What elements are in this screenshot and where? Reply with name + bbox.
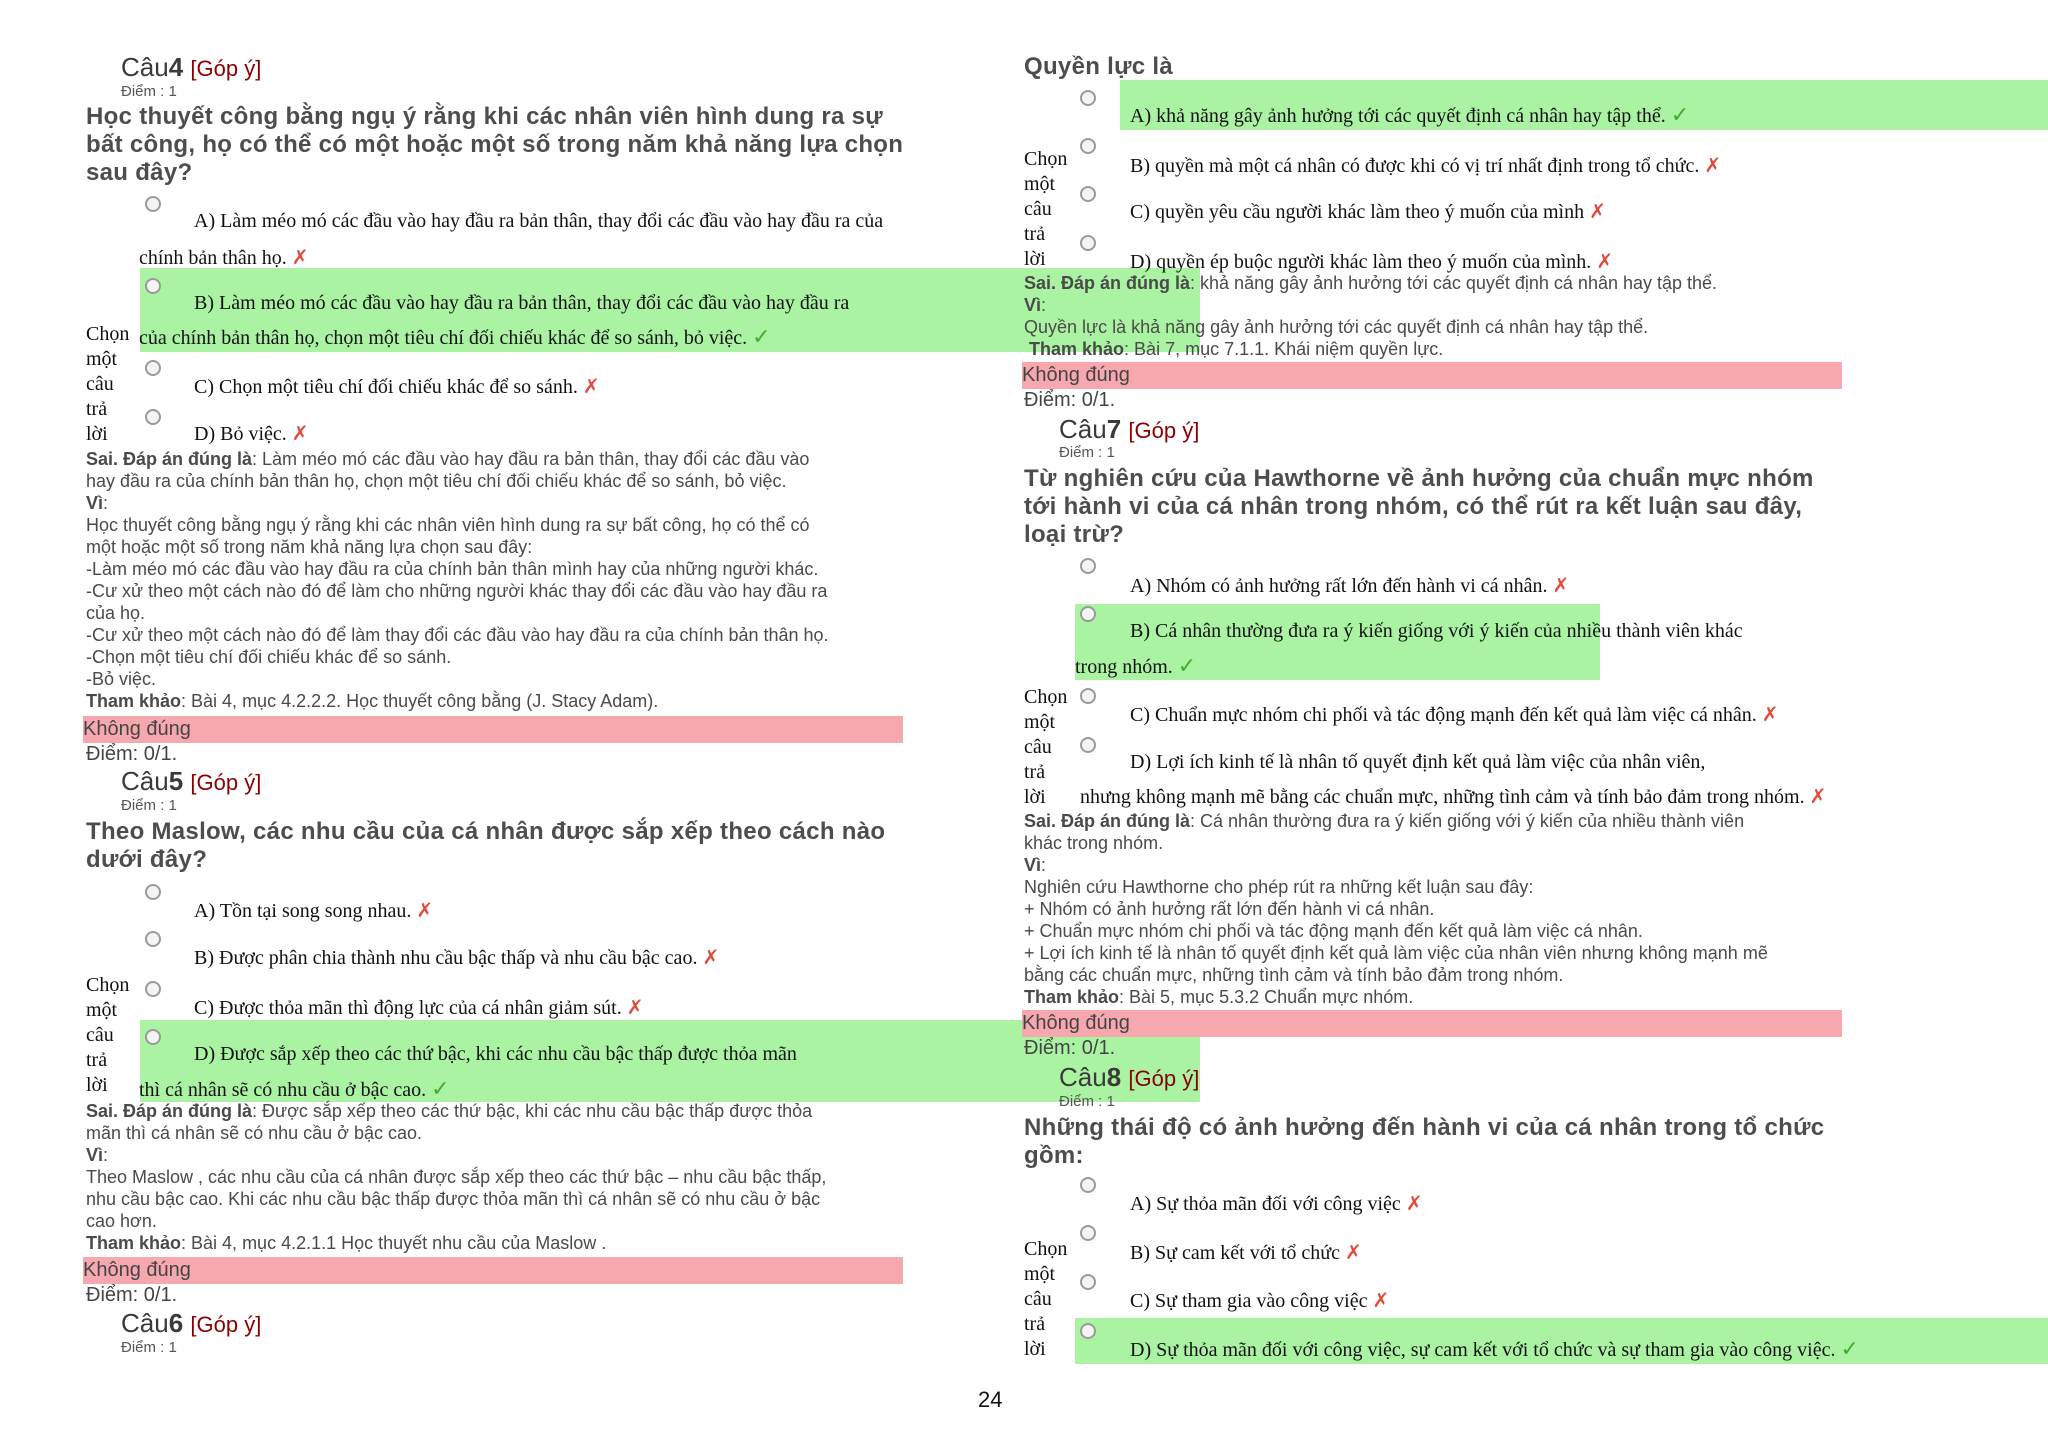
question-label: Câu bbox=[1059, 1062, 1107, 1092]
correct-mark-icon: ✓ bbox=[1840, 1337, 1859, 1362]
radio-option-c[interactable] bbox=[1080, 1274, 1096, 1290]
radio-option-b[interactable] bbox=[1080, 606, 1096, 622]
chon-line: Chọn bbox=[86, 974, 130, 996]
reference-label: Tham khảo bbox=[1024, 987, 1120, 1007]
stem-line: loại trừ? bbox=[1024, 521, 1125, 548]
option-text: B) quyền mà một cá nhân có được khi có vị trí nhất định trong tổ chức. bbox=[1130, 155, 1700, 177]
option-text: B) Được phân chia thành nhu cầu bậc thấp và nhu cầu bậc cao. bbox=[194, 947, 698, 969]
chon-line: một bbox=[1024, 711, 1056, 733]
chon-line: lời bbox=[1024, 248, 1046, 270]
option-text: chính bản thân họ. bbox=[139, 247, 287, 269]
chon-line: một bbox=[86, 999, 118, 1021]
chon-line: lời bbox=[86, 1074, 108, 1096]
chon-line: một bbox=[1024, 1263, 1056, 1285]
stem-line: bất công, họ có thể có một hoặc một số trong năm khả năng lựa chọn bbox=[86, 131, 904, 158]
wrong-mark-icon: ✗ bbox=[1552, 573, 1570, 597]
q7-stem bbox=[1024, 465, 1864, 549]
question-label: Câu bbox=[121, 766, 169, 796]
stem-line: gồm: bbox=[1024, 1142, 1084, 1169]
q4-points: Điểm : 1 bbox=[121, 83, 177, 100]
reason-label: Vì bbox=[86, 1145, 104, 1165]
chon-line: trả bbox=[1024, 761, 1046, 783]
wrong-mark-icon: ✗ bbox=[582, 374, 600, 398]
chon-line: câu bbox=[1024, 198, 1052, 220]
option-text: thì cá nhân sẽ có nhu cầu ở bậc cao. bbox=[139, 1079, 427, 1101]
wrong-mark-icon: ✗ bbox=[1405, 1191, 1423, 1215]
question-number: 6 bbox=[168, 1308, 184, 1338]
wrong-mark-icon: ✗ bbox=[1345, 1240, 1362, 1264]
option-d-text bbox=[1130, 249, 1613, 274]
reference-text: : Bài 4, mục 4.2.1.1 Học thuyết nhu cầu của Maslow . bbox=[181, 1233, 607, 1253]
correct-mark-icon: ✓ bbox=[431, 1077, 450, 1102]
question-number: 7 bbox=[1106, 414, 1122, 444]
correct-mark-icon: ✓ bbox=[752, 325, 771, 350]
page-number: 24 bbox=[978, 1387, 1003, 1412]
wrong-label: Sai. Đáp án đúng là bbox=[1024, 273, 1191, 293]
wrong-label: Sai. Đáp án đúng là bbox=[86, 1101, 253, 1121]
radio-option-b[interactable] bbox=[1080, 1225, 1096, 1241]
option-c-text bbox=[1130, 1288, 1389, 1313]
radio-option-d[interactable] bbox=[145, 1029, 161, 1045]
option-text: C) Chọn một tiêu chí đối chiếu khác để so sánh. bbox=[194, 376, 578, 398]
reason-label: Vì bbox=[86, 493, 104, 513]
reference-label: Tham khảo bbox=[86, 1233, 182, 1253]
question-number: 4 bbox=[168, 52, 184, 82]
radio-option-b[interactable] bbox=[145, 931, 161, 947]
choose-one-label bbox=[1024, 147, 1067, 272]
q8-stem bbox=[1024, 1114, 1864, 1170]
reason-line: -Cư xử theo một cách nào đó để làm thay đổi các đầu vào hay đầu ra của chính bản thân họ. bbox=[86, 625, 829, 645]
reason-line: của họ. bbox=[86, 603, 146, 623]
radio-option-c[interactable] bbox=[1080, 186, 1096, 202]
chon-line: Chọn bbox=[1024, 686, 1068, 708]
correct-mark-icon: ✓ bbox=[1670, 103, 1690, 128]
q5-explanation: Sai. Đáp án đúng là: Được sắp xếp theo các thứ bậc, khi các nhu cầu bậc thấp được thỏa mãn thì cá nhân sẽ có nhu cầu ở bậc cao. Vì: Theo Maslow , các nhu cầu của cá nhân được sắp xếp theo các thứ bậc – nhu cầu bậc thấp, nhu cầu bậc cao. Khi các nhu cầu bậc thấp được thỏa mãn thì cá nhân sẽ có nhu cầu ở bậc cao hơn. Tham khảo: Bài 4, mục 4.2.1.1 Học thuyết nhu cầu của Maslow . bbox=[86, 1100, 916, 1254]
reference-label: Tham khảo bbox=[86, 691, 182, 711]
radio-option-a[interactable] bbox=[145, 196, 161, 212]
option-text: C) quyền yêu cầu người khác làm theo ý muốn của mình bbox=[1130, 201, 1585, 223]
stem-line: sau đây? bbox=[86, 159, 193, 186]
result-score: Điểm: 0/1. bbox=[1024, 1037, 1116, 1059]
stem-line: Học thuyết công bằng ngụ ý rằng khi các nhân viên hình dung ra sự bbox=[86, 103, 883, 130]
correct-answer-text: : Làm méo mó các đầu vào hay đầu ra bản thân, thay đổi các đầu vào bbox=[252, 449, 810, 469]
radio-option-c[interactable] bbox=[145, 981, 161, 997]
feedback-link[interactable]: [Góp ý] bbox=[1128, 418, 1200, 443]
q4-explanation: Sai. Đáp án đúng là: Làm méo mó các đầu vào hay đầu ra bản thân, thay đổi các đầu vào hay đầu ra của chính bản thân họ, chọn một tiêu chí đối chiếu khác để so sánh, bỏ việc. Vì: Học thuyết công bằng ngụ ý rằng khi các nhân viên hình dung ra sự bất công, họ có thể có một hoặc một số trong năm khả năng lựa chọn sau đây: -Làm méo mó các đầu vào hay đầu ra của chính bản thân mình hay của những người khác. -Cư xử theo một cách nào đó để làm cho những người khác thay đổi các đầu vào hay đầu ra của họ. -Cư xử theo một cách nào đó để làm thay đổi các đầu vào hay đầu ra của chính bản thân họ. -Chọn một tiêu chí đối chiếu khác để so sánh. -Bỏ việc. Tham khảo: Bài 4, mục 4.2.2.2. Học thuyết công bằng (J. Stacy Adam). bbox=[86, 448, 916, 712]
option-text: D) quyền ép buộc người khác làm theo ý muốn của mình. bbox=[1130, 251, 1592, 273]
chon-line: Chọn bbox=[1024, 148, 1068, 170]
q5-points: Điểm : 1 bbox=[121, 797, 177, 814]
wrong-mark-icon: ✗ bbox=[1372, 1288, 1390, 1312]
chon-line: trả bbox=[1024, 1313, 1046, 1335]
option-b-text bbox=[1130, 1240, 1362, 1265]
option-d-text bbox=[1130, 1337, 1859, 1362]
wrong-mark-icon: ✗ bbox=[1761, 702, 1779, 726]
radio-option-a[interactable] bbox=[145, 884, 161, 900]
wrong-label: Sai. Đáp án đúng là bbox=[1024, 811, 1191, 831]
wrong-mark-icon: ✗ bbox=[291, 245, 309, 269]
result-score: Điểm: 0/1. bbox=[1024, 389, 1116, 411]
choose-one-label bbox=[86, 322, 129, 447]
chon-line: trả bbox=[1024, 223, 1046, 245]
reason-line: bằng các chuẩn mực, những tình cảm và tính bảo đảm trong nhóm. bbox=[1024, 965, 1564, 985]
radio-option-a[interactable] bbox=[1080, 1177, 1096, 1193]
feedback-link[interactable]: [Góp ý] bbox=[190, 770, 262, 795]
reference-text: : Bài 5, mục 5.3.2 Chuẩn mực nhóm. bbox=[1119, 987, 1414, 1007]
correct-answer-text: hay đầu ra của chính bản thân họ, chọn một tiêu chí đối chiếu khác để so sánh, bỏ việc. bbox=[86, 471, 787, 491]
option-b-text: B) Cá nhân thường đưa ra ý kiến giống với ý kiến của nhiều thành viên khác bbox=[1130, 620, 1743, 642]
option-b-text: B) Làm méo mó các đầu vào hay đầu ra bản thân, thay đổi các đầu vào hay đầu ra bbox=[194, 292, 850, 314]
feedback-link[interactable]: [Góp ý] bbox=[1128, 1066, 1200, 1091]
correct-answer-text: khác trong nhóm. bbox=[1024, 833, 1164, 853]
option-c-text bbox=[1130, 702, 1779, 727]
chon-line: trả bbox=[86, 398, 108, 420]
option-text: C) Sự tham gia vào công việc bbox=[1130, 1290, 1368, 1312]
reason-line: -Chọn một tiêu chí đối chiếu khác để so sánh. bbox=[86, 647, 452, 667]
result-status: Không đúng bbox=[83, 1257, 903, 1284]
q5-stem bbox=[86, 818, 916, 874]
result-score: Điểm: 0/1. bbox=[86, 1284, 178, 1306]
reason-line: -Làm méo mó các đầu vào hay đầu ra của chính bản thân mình hay của những người khác. bbox=[86, 559, 819, 579]
stem-line: Theo Maslow, các nhu cầu của cá nhân được sắp xếp theo cách nào bbox=[86, 818, 886, 845]
q6-points: Điểm : 1 bbox=[121, 1339, 177, 1356]
question-label: Câu bbox=[1059, 414, 1107, 444]
chon-line: lời bbox=[86, 423, 108, 445]
chon-line: câu bbox=[1024, 1288, 1052, 1310]
option-text: trong nhóm. bbox=[1075, 656, 1173, 678]
option-text: D) Sự thỏa mãn đối với công việc, sự cam kết với tổ chức và sự tham gia vào công việc. bbox=[1130, 1339, 1836, 1361]
option-d-text: D) Lợi ích kinh tế là nhân tố quyết định kết quả làm việc của nhân viên, bbox=[1130, 751, 1706, 773]
chon-line: câu bbox=[86, 373, 114, 395]
wrong-mark-icon: ✗ bbox=[1809, 784, 1827, 808]
result-status: Không đúng bbox=[1022, 1010, 1842, 1037]
q4-stem bbox=[86, 103, 916, 187]
option-text: C) Chuẩn mực nhóm chi phối và tác động mạnh đến kết quả làm việc cá nhân. bbox=[1130, 704, 1757, 726]
reason-line: + Lợi ích kinh tế là nhân tố quyết định kết quả làm việc của nhân viên nhưng không mạnh mẽ bbox=[1024, 943, 1768, 963]
choose-one-label bbox=[1024, 685, 1067, 810]
option-c-text bbox=[1130, 199, 1606, 224]
reference-text: : Bài 4, mục 4.2.2.2. Học thuyết công bằng (J. Stacy Adam). bbox=[181, 691, 659, 711]
reason-label: Vì bbox=[1024, 295, 1042, 315]
correct-answer-text: : khả năng gây ảnh hưởng tới các quyết định cá nhân hay tập thể. bbox=[1190, 273, 1718, 293]
reference-label: Tham khảo bbox=[1029, 339, 1125, 359]
reason-line: Theo Maslow , các nhu cầu của cá nhân được sắp xếp theo các thứ bậc – nhu cầu bậc thấp, bbox=[86, 1167, 827, 1187]
wrong-label: Sai. Đáp án đúng là bbox=[86, 449, 253, 469]
radio-option-b[interactable] bbox=[1080, 138, 1096, 154]
question-number: 8 bbox=[1106, 1062, 1122, 1092]
correct-answer-text: mãn thì cá nhân sẽ có nhu cầu ở bậc cao. bbox=[86, 1123, 423, 1143]
reference-text: : Bài 7, mục 7.1.1. Khái niệm quyền lực. bbox=[1124, 339, 1444, 359]
q6-stem: Quyền lực là bbox=[1024, 53, 1174, 80]
q8-heading bbox=[1059, 1062, 1199, 1093]
correct-mark-icon: ✓ bbox=[1177, 654, 1197, 679]
reason-line: Học thuyết công bằng ngụ ý rằng khi các nhân viên hình dung ra sự bất công, họ có thể có bbox=[86, 515, 810, 535]
radio-option-d[interactable] bbox=[145, 409, 161, 425]
option-a-text bbox=[1130, 103, 1689, 128]
chon-line: câu bbox=[86, 1024, 114, 1046]
question-label: Câu bbox=[121, 1308, 169, 1338]
radio-option-d[interactable] bbox=[1080, 737, 1096, 753]
q8-points: Điểm : 1 bbox=[1059, 1093, 1115, 1110]
option-text: C) Được thỏa mãn thì động lực của cá nhân giảm sút. bbox=[194, 997, 622, 1019]
result-score: Điểm: 0/1. bbox=[86, 743, 178, 765]
radio-option-a[interactable] bbox=[1080, 558, 1096, 574]
question-label: Câu bbox=[121, 52, 169, 82]
radio-option-c[interactable] bbox=[1080, 688, 1096, 704]
correct-answer-text: : Cá nhân thường đưa ra ý kiến giống với ý kiến của nhiều thành viên bbox=[1190, 811, 1745, 831]
question-number: 5 bbox=[168, 766, 184, 796]
chon-line: một bbox=[86, 348, 118, 370]
wrong-mark-icon: ✗ bbox=[416, 898, 434, 922]
feedback-link[interactable]: [Góp ý] bbox=[190, 56, 262, 81]
result-status: Không đúng bbox=[1022, 362, 1842, 389]
reason-line: nhu cầu bậc cao. Khi các nhu cầu bậc thấp được thỏa mãn thì cá nhân sẽ có nhu cầu ở bậc bbox=[86, 1189, 821, 1209]
chon-line: lời bbox=[1024, 786, 1046, 808]
stem-line: tới hành vi của cá nhân trong nhóm, có thể rút ra kết luận sau đây, bbox=[1024, 493, 1803, 520]
correct-answer-text: : Được sắp xếp theo các thứ bậc, khi các nhu cầu bậc thấp được thỏa bbox=[252, 1101, 813, 1121]
option-b-text bbox=[194, 945, 719, 970]
result-status: Không đúng bbox=[83, 716, 903, 743]
choose-one-label bbox=[1024, 1237, 1067, 1362]
reason-line: Nghiên cứu Hawthorne cho phép rút ra những kết luận sau đây: bbox=[1024, 877, 1534, 897]
option-text: A) khả năng gây ảnh hưởng tới các quyết định cá nhân hay tập thể. bbox=[1130, 105, 1666, 127]
option-a-text: A) Làm méo mó các đầu vào hay đầu ra bản thân, thay đổi các đầu vào hay đầu ra của bbox=[194, 210, 884, 232]
q5-heading bbox=[121, 766, 261, 797]
option-c-text bbox=[194, 374, 600, 399]
wrong-mark-icon: ✗ bbox=[1704, 153, 1722, 177]
wrong-mark-icon: ✗ bbox=[702, 945, 720, 969]
stem-line: Từ nghiên cứu của Hawthorne về ảnh hưởng của chuẩn mực nhóm bbox=[1024, 465, 1814, 492]
option-d-text bbox=[194, 421, 309, 446]
option-a-text-cont bbox=[139, 245, 309, 270]
radio-option-d[interactable] bbox=[1080, 235, 1096, 251]
option-b-text-cont bbox=[139, 325, 771, 350]
reason-line: + Nhóm có ảnh hưởng rất lớn đến hành vi cá nhân. bbox=[1024, 899, 1435, 919]
reason-line: -Bỏ việc. bbox=[86, 669, 157, 689]
option-d-text-cont bbox=[139, 1077, 450, 1102]
option-text: A) Tồn tại song song nhau. bbox=[194, 900, 412, 922]
option-text: của chính bản thân họ, chọn một tiêu chí đối chiếu khác để so sánh, bỏ việc. bbox=[139, 327, 748, 349]
q6-heading bbox=[121, 1308, 261, 1339]
q7-points: Điểm : 1 bbox=[1059, 444, 1115, 461]
radio-option-c[interactable] bbox=[145, 360, 161, 376]
chon-line: một bbox=[1024, 173, 1056, 195]
choose-one-label bbox=[86, 973, 129, 1098]
option-text: A) Sự thỏa mãn đối với công việc bbox=[1130, 1193, 1401, 1215]
q7-heading bbox=[1059, 414, 1199, 445]
option-d-text: D) Được sắp xếp theo các thứ bậc, khi các nhu cầu bậc thấp được thỏa mãn bbox=[194, 1043, 797, 1065]
q7-explanation: Sai. Đáp án đúng là: Cá nhân thường đưa ra ý kiến giống với ý kiến của nhiều thành viên khác trong nhóm. Vì: Nghiên cứu Hawthorne cho phép rút ra những kết luận sau đây: + Nhóm có ảnh hưởng rất lớn đến hành vi cá nhân. + Chuẩn mực nhóm chi phối và tác động mạnh đến kết quả làm việc cá nhân. + Lợi ích kinh tế là nhân tố quyết định kết quả làm việc của nhân viên nhưng không mạnh mẽ bằng các chuẩn mực, những tình cảm và tính bảo đảm trong nhóm. Tham khảo: Bài 5, mục 5.3.2 Chuẩn mực nhóm. bbox=[1024, 810, 1864, 1008]
chon-line: trả bbox=[86, 1049, 108, 1071]
option-c-text bbox=[194, 995, 643, 1020]
chon-line: Chọn bbox=[1024, 1238, 1068, 1260]
option-a-text bbox=[1130, 1191, 1423, 1216]
reason-label: Vì bbox=[1024, 855, 1042, 875]
wrong-mark-icon: ✗ bbox=[1596, 249, 1614, 273]
reason-line: + Chuẩn mực nhóm chi phối và tác động mạnh đến kết quả làm việc cá nhân. bbox=[1024, 921, 1643, 941]
radio-option-a[interactable] bbox=[1080, 90, 1096, 106]
chon-line: câu bbox=[1024, 736, 1052, 758]
option-a-text bbox=[1130, 573, 1569, 598]
reason-line: cao hơn. bbox=[86, 1211, 157, 1231]
reason-line: một hoặc một số trong năm khả năng lựa chọn sau đây: bbox=[86, 537, 533, 557]
radio-option-b[interactable] bbox=[145, 278, 161, 294]
radio-option-d[interactable] bbox=[1080, 1323, 1096, 1339]
option-a-text bbox=[194, 898, 433, 923]
feedback-link[interactable]: [Góp ý] bbox=[190, 1312, 262, 1337]
option-b-text bbox=[1130, 153, 1721, 178]
option-text: nhưng không mạnh mẽ bằng các chuẩn mực, những tình cảm và tính bảo đảm trong nhóm. bbox=[1080, 786, 1805, 808]
stem-line: dưới đây? bbox=[86, 846, 208, 873]
q4-heading bbox=[121, 52, 261, 83]
q6-explanation: Sai. Đáp án đúng là: khả năng gây ảnh hưởng tới các quyết định cá nhân hay tập thể. Vì: Quyền lực là khả năng gây ảnh hưởng tới các quyết định cá nhân hay tập thể. Tham khảo: Bài 7, mục 7.1.1. Khái niệm quyền lực. bbox=[1024, 272, 1864, 360]
wrong-mark-icon: ✗ bbox=[626, 995, 644, 1019]
wrong-mark-icon: ✗ bbox=[291, 421, 309, 445]
wrong-mark-icon: ✗ bbox=[1589, 199, 1606, 223]
option-text: B) Sự cam kết với tổ chức bbox=[1130, 1242, 1340, 1264]
option-text: A) Nhóm có ảnh hưởng rất lớn đến hành vi cá nhân. bbox=[1130, 575, 1548, 597]
stem-line: Những thái độ có ảnh hưởng đến hành vi của cá nhân trong tổ chức bbox=[1024, 1114, 1825, 1141]
option-b-text-cont bbox=[1075, 654, 1196, 679]
option-text: D) Bỏ việc. bbox=[194, 423, 287, 445]
reason-line: Quyền lực là khả năng gây ảnh hưởng tới các quyết định cá nhân hay tập thể. bbox=[1024, 317, 1649, 337]
chon-line: Chọn bbox=[86, 323, 130, 345]
option-d-text-cont bbox=[1080, 784, 1826, 809]
chon-line: lời bbox=[1024, 1338, 1046, 1360]
reason-line: -Cư xử theo một cách nào đó để làm cho những người khác thay đổi các đầu vào hay đầu ra bbox=[86, 581, 828, 601]
